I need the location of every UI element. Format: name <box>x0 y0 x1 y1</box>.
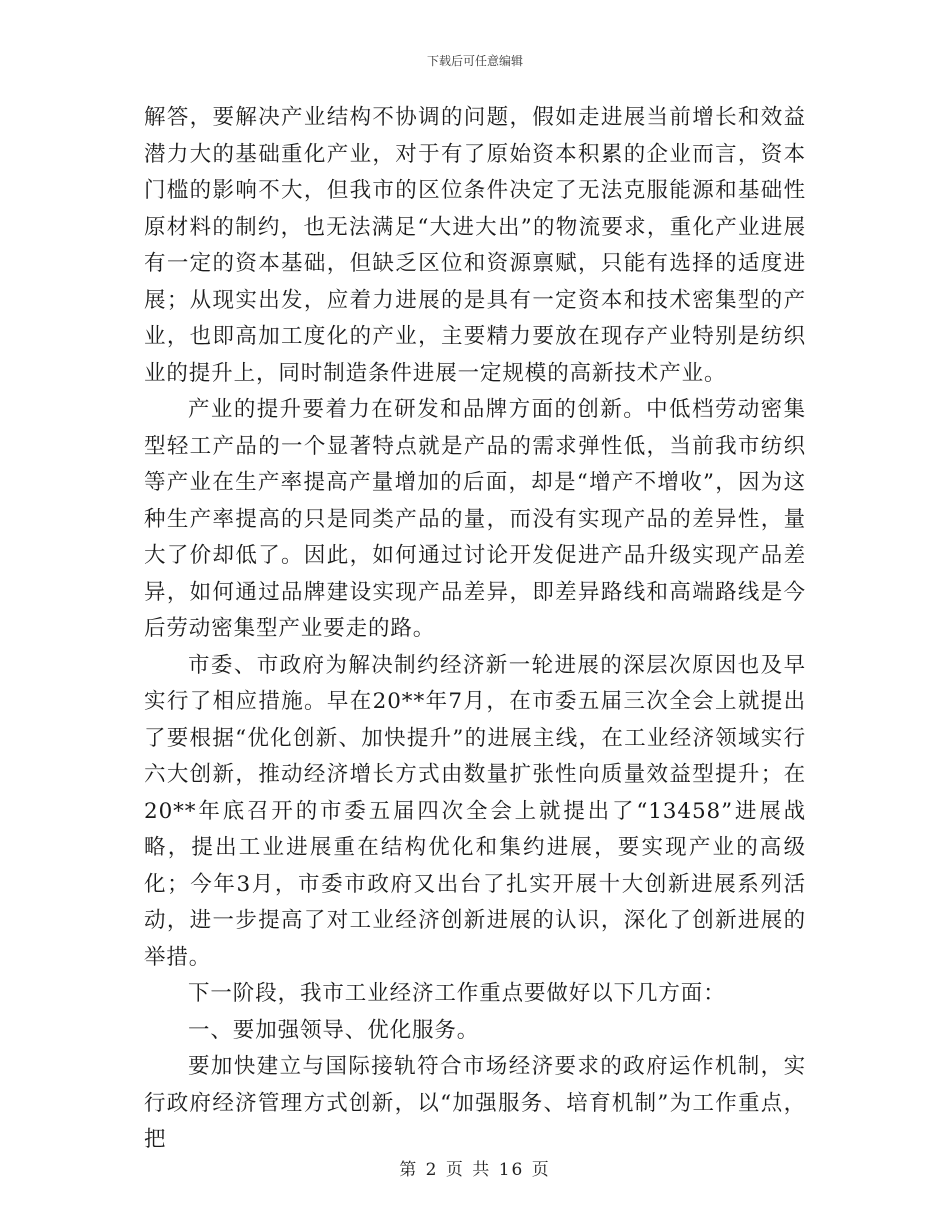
paragraph-government-mechanism: 要加快建立与国际接轨符合市场经济要求的政府运作机制，实行政府经济管理方式创新，以“加强服务、培育机制”为工作重点，把 <box>144 1054 806 1152</box>
document-body <box>144 100 806 1159</box>
paragraph-industry-upgrade: 产业的提升要着力在研发和品牌方面的创新。中低档劳动密集型轻工产品的一个显著特点就是产品的需求弹性低，当前我市纺织等产业在生产率提高产量增加的后面，却是“增产不增收”，因为这种生产率提高的只是同类产品的量，而没有实现产品的差异性，量大了价却低了。因此，如何通过讨论开发促进产品升级实现产品差异，如何通过品牌建设实现产品差异，即差异路线和高端路线是今后劳动密集型产业要走的路。 <box>144 397 806 641</box>
paragraph-next-stage: 下一阶段，我市工业经济工作重点要做好以下几方面： <box>188 981 726 1006</box>
page-header: 下载后可任意编辑 <box>426 54 523 68</box>
paragraph-continued: 解答，要解决产业结构不协调的问题，假如走进展当前增长和效益潜力大的基础重化产业，对于有了原始资本积累的企业而言，资本门槛的影响不大，但我市的区位条件决定了无法克服能源和基础性原材料的制约，也无法满足“大进大出”的物流要求，重化产业进展有一定的资本基础，但缺乏区位和资源禀赋，只能有选择的适度进展；从现实出发，应着力进展的是具有一定资本和技术密集型的产业，也即高加工度化的产业，主要精力要放在现存产业特别是纺织业的提升上，同时制造条件进展一定规模的高新技术产业。 <box>144 105 806 386</box>
paragraph-government-measures: 市委、市政府为解决制约经济新一轮进展的深层次原因也及早实行了相应措施。早在20**年7月，在市委五届三次全会上就提出了要根据“优化创新、加快提升”的进展主线，在工业经济领域实行六大创新，推动经济增长方式由数量扩张性向质量效益型提升；在20**年底召开的市委五届四次全会上就提出了“13458”进展战略，提出工业进展重在结构优化和集约进展，要实现产业的高级化；今年3月，市委市政府又出台了扎实开展十大创新进展系列活动，进一步提高了对工业经济创新进展的认识，深化了创新进展的举措。 <box>144 652 806 970</box>
section-heading-1: 一、要加强领导、优化服务。 <box>188 1017 480 1043</box>
page-number-footer: 第 2 页 共 16 页 <box>399 1160 551 1180</box>
